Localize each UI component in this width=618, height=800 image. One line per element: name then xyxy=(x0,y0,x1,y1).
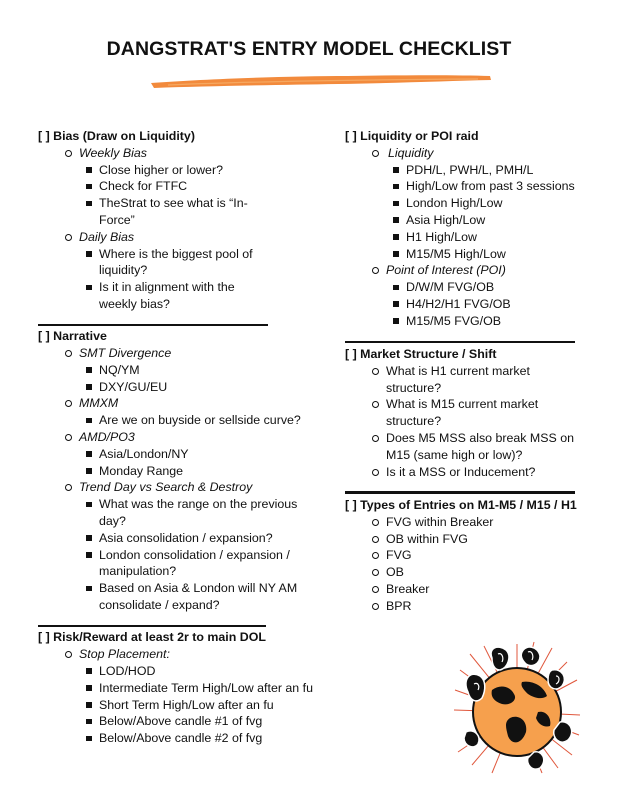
list-item: Close higher or lower? xyxy=(79,162,338,179)
list-item: Short Term High/Low after an fu xyxy=(79,697,338,714)
list-item: London High/Low xyxy=(386,195,595,212)
section-title: [ ] Types of Entries on M1-M5 / M15 / H1 xyxy=(345,497,577,512)
section-divider xyxy=(38,625,266,628)
globe-gripped-by-hands-icon xyxy=(452,640,582,775)
list-item: DXY/GU/EU xyxy=(79,379,338,396)
section-title: [ ] Bias (Draw on Liquidity) xyxy=(38,129,195,143)
page-title: DANGSTRAT'S ENTRY MODEL CHECKLIST xyxy=(106,38,512,60)
list-item: High/Low from past 3 sessions xyxy=(386,178,595,195)
subgroup xyxy=(38,345,338,395)
section-bias xyxy=(38,128,338,326)
section-title: [ ] Market Structure / Shift xyxy=(345,347,497,362)
list-item: M15/M5 FVG/OB xyxy=(386,313,595,330)
section-divider xyxy=(38,324,268,327)
list-item: Below/Above candle #1 of fvg xyxy=(79,713,338,730)
list-item: H1 High/Low xyxy=(386,229,595,246)
list-item: Asia High/Low xyxy=(386,212,595,229)
list-item: Are we on buyside or sellside curve? xyxy=(79,412,338,429)
section-divider xyxy=(345,341,575,344)
list-item: NQ/YM xyxy=(79,362,338,379)
left-column xyxy=(38,128,338,747)
subgroup xyxy=(38,395,338,429)
list-item: Breaker xyxy=(345,581,595,598)
section-entry-types xyxy=(345,497,595,615)
list-item: H4/H2/H1 FVG/OB xyxy=(386,296,595,313)
list-item: Below/Above candle #2 of fvg xyxy=(79,730,338,747)
list-item: Is it in alignment with the weekly bias? xyxy=(79,279,264,313)
subgroup-label: Trend Day vs Search & Destroy xyxy=(79,480,253,495)
list-item: Based on Asia & London will NY AM consolidate / expand? xyxy=(79,580,324,614)
subgroup xyxy=(38,429,338,479)
list-item: Is it a MSS or Inducement? xyxy=(345,464,595,481)
section-title: [ ] Narrative xyxy=(38,329,107,344)
list-item: BPR xyxy=(345,598,595,615)
list-item: Intermediate Term High/Low after an fu xyxy=(79,680,338,697)
section-narrative xyxy=(38,328,338,627)
subgroup-label: Liquidity xyxy=(388,145,434,160)
brush-underline xyxy=(148,70,493,92)
list-item: OB xyxy=(345,564,595,581)
subgroup-label: Stop Placement: xyxy=(79,647,170,662)
subgroup xyxy=(38,145,338,229)
subgroup-label: Weekly Bias xyxy=(79,145,147,160)
right-column xyxy=(345,128,595,615)
list-item: Monday Range xyxy=(79,463,338,480)
list-item: OB within FVG xyxy=(345,531,595,548)
subgroup-label: Daily Bias xyxy=(79,229,135,244)
subgroup xyxy=(345,145,595,263)
section-divider xyxy=(345,491,575,494)
list-item: London consolidation / expansion / manipulation? xyxy=(79,547,314,581)
subgroup-label: AMD/PO3 xyxy=(79,430,135,445)
list-item: M15/M5 High/Low xyxy=(386,246,595,263)
list-item: What is H1 current market structure? xyxy=(345,363,556,397)
list-item: LOD/HOD xyxy=(79,663,338,680)
list-item: FVG xyxy=(345,547,595,564)
list-item: Check for FTFC xyxy=(79,178,338,195)
section-title: [ ] Risk/Reward at least 2r to main DOL xyxy=(38,630,266,645)
subgroup xyxy=(38,479,338,613)
section-risk-reward xyxy=(38,629,338,747)
section-market-structure xyxy=(345,346,595,494)
list-item: What was the range on the previous day? xyxy=(79,496,314,530)
subgroup-label: SMT Divergence xyxy=(79,346,172,361)
subgroup xyxy=(38,646,338,747)
list-item: Asia/London/NY xyxy=(79,446,338,463)
list-item: TheStrat to see what is “In-Force” xyxy=(79,195,264,229)
subgroup-label: Point of Interest (POI) xyxy=(386,263,506,278)
list-item: Asia consolidation / expansion? xyxy=(79,530,338,547)
section-title: [ ] Liquidity or POI raid xyxy=(345,129,479,143)
list-item: Does M5 MSS also break MSS on M15 (same high or low)? xyxy=(345,430,591,464)
subgroup-label: MMXM xyxy=(79,396,119,411)
list-item: D/W/M FVG/OB xyxy=(386,279,595,296)
list-item: PDH/L, PWH/L, PMH/L xyxy=(386,162,595,179)
list-item: Where is the biggest pool of liquidity? xyxy=(79,246,279,280)
list-item: What is M15 current market structure? xyxy=(345,396,556,430)
list-item: FVG within Breaker xyxy=(345,514,595,531)
subgroup xyxy=(345,262,595,329)
subgroup xyxy=(38,229,338,313)
section-liquidity-raid xyxy=(345,128,595,343)
